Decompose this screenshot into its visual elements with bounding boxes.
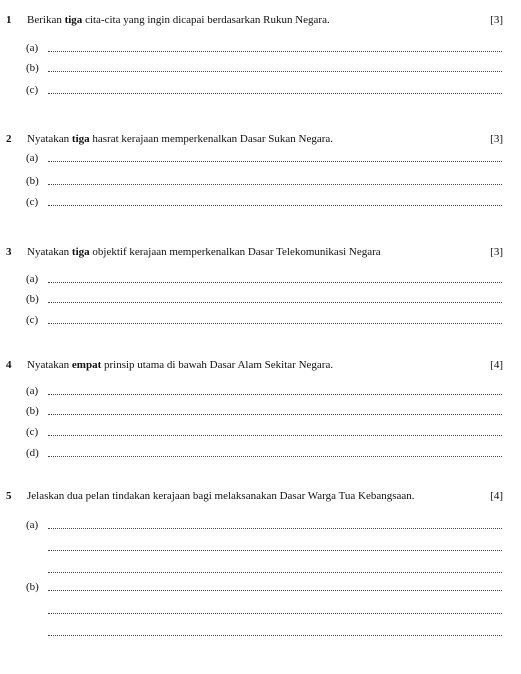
question-text: Nyatakan tiga hasrat kerajaan memperkenalkan Dasar Sukan Negara. (27, 133, 334, 145)
question-header (0, 131, 521, 147)
dotted-answer-line (48, 323, 502, 324)
question-header (0, 244, 521, 260)
dotted-answer-line (48, 435, 502, 436)
dotted-answer-line (48, 71, 502, 72)
answer-line-c[interactable] (0, 425, 521, 439)
question-number: 4 (6, 359, 12, 371)
answer-line-b[interactable] (0, 174, 521, 188)
question-text: Nyatakan empat prinsip utama di bawah Dasar Alam Sekitar Negara. (27, 359, 334, 371)
dotted-answer-line (48, 161, 502, 162)
dotted-answer-line (48, 414, 502, 415)
question-marks: [3] (490, 14, 503, 26)
dotted-answer-line (48, 282, 502, 283)
answer-label: (c) (26, 314, 39, 326)
answer-line-b[interactable] (0, 580, 521, 594)
answer-line-a[interactable] (0, 272, 521, 286)
dotted-answer-line (48, 550, 502, 551)
answer-line-c[interactable] (0, 313, 521, 327)
dotted-answer-line (48, 528, 502, 529)
answer-label: (a) (26, 519, 39, 531)
answer-label: (b) (26, 62, 39, 74)
dotted-answer-line (48, 590, 502, 591)
dotted-answer-line (48, 613, 502, 614)
question-number: 5 (6, 490, 12, 502)
answer-label: (b) (26, 581, 39, 593)
question-marks: [4] (490, 359, 503, 371)
answer-label: (c) (26, 84, 39, 96)
answer-line-c[interactable] (0, 195, 521, 209)
dotted-answer-line (48, 394, 502, 395)
answer-line-a[interactable] (0, 151, 521, 165)
question-text: Nyatakan tiga objektif kerajaan memperkenalkan Dasar Telekomunikasi Negara (27, 246, 381, 258)
question-marks: [3] (490, 246, 503, 258)
answer-line-d[interactable] (0, 446, 521, 460)
answer-label: (a) (26, 42, 39, 54)
answer-label: (d) (26, 447, 39, 459)
answer-line-b[interactable] (0, 61, 521, 75)
answer-line-b[interactable] (0, 404, 521, 418)
question-number: 2 (6, 133, 12, 145)
question-marks: [3] (490, 133, 503, 145)
question-header (0, 357, 521, 373)
question-number: 1 (6, 14, 12, 26)
answer-line-a-continued[interactable] (0, 540, 521, 554)
answer-line-a[interactable] (0, 384, 521, 398)
dotted-answer-line (48, 205, 502, 206)
answer-label: (a) (26, 385, 39, 397)
answer-line-a-continued[interactable] (0, 562, 521, 576)
question-text: Jelaskan dua pelan tindakan kerajaan bagi melaksanakan Dasar Warga Tua Kebangsaan. (27, 490, 415, 502)
dotted-answer-line (48, 184, 502, 185)
answer-label: (c) (26, 196, 39, 208)
answer-line-b-continued[interactable] (0, 603, 521, 617)
dotted-answer-line (48, 572, 502, 573)
question-marks: [4] (490, 490, 503, 502)
answer-label: (b) (26, 175, 39, 187)
dotted-answer-line (48, 93, 502, 94)
question-header (0, 12, 521, 28)
question-number: 3 (6, 246, 12, 258)
answer-line-b[interactable] (0, 292, 521, 306)
answer-line-a[interactable] (0, 41, 521, 55)
answer-label: (a) (26, 273, 39, 285)
answer-label: (b) (26, 293, 39, 305)
question-text: Berikan tiga cita-cita yang ingin dicapai berdasarkan Rukun Negara. (27, 14, 330, 26)
answer-line-b-continued[interactable] (0, 625, 521, 639)
answer-label: (a) (26, 152, 39, 164)
question-header (0, 488, 521, 504)
answer-line-a[interactable] (0, 518, 521, 532)
answer-line-c[interactable] (0, 83, 521, 97)
dotted-answer-line (48, 302, 502, 303)
dotted-answer-line (48, 456, 502, 457)
dotted-answer-line (48, 51, 502, 52)
answer-label: (b) (26, 405, 39, 417)
answer-label: (c) (26, 426, 39, 438)
dotted-answer-line (48, 635, 502, 636)
